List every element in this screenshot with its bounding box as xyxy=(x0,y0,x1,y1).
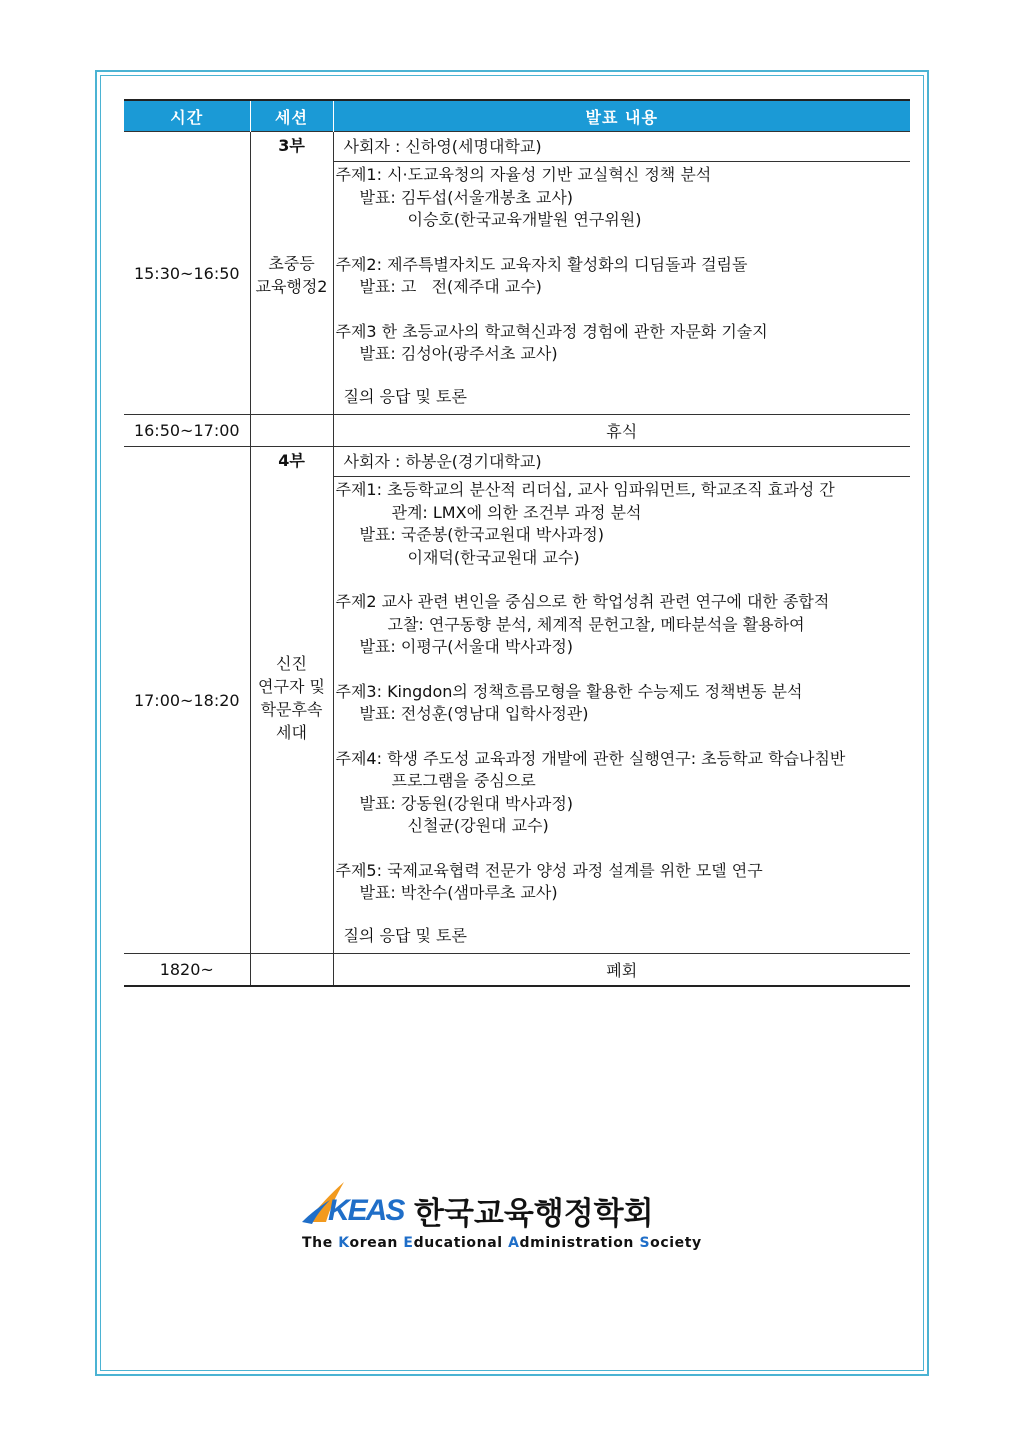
presenter: 발표: 국준봉(한국교원대 박사과정) xyxy=(359,525,604,544)
presenter: 발표: 전성훈(영남대 입학사정관) xyxy=(359,704,589,723)
topic-item xyxy=(336,681,911,726)
keas-logo xyxy=(300,1178,702,1258)
moderator-cell: 사회자 : 하봉운(경기대학교) xyxy=(333,447,910,477)
topic-item xyxy=(336,479,911,569)
presenter: 이승호(한국교육개발원 연구위원) xyxy=(407,210,642,229)
topic-item xyxy=(336,860,911,905)
topic-title-cont: 프로그램을 중심으로 xyxy=(391,771,536,790)
header-content: 발표 내용 xyxy=(333,100,910,132)
logo-en-initial: S xyxy=(639,1235,651,1251)
session-part: 4부 xyxy=(278,451,305,470)
content-cell xyxy=(333,477,910,954)
time-cell: 1820~ xyxy=(124,954,250,986)
topic-item xyxy=(336,591,911,659)
keas-logo-mark xyxy=(300,1178,412,1230)
logo-en-part: dministration xyxy=(519,1235,640,1251)
topic-title: 주제2: 제주특별자치도 교육자치 활성화의 디딤돌과 걸림돌 xyxy=(335,254,748,274)
logo-en-initial: E xyxy=(403,1235,414,1251)
topic-title: 주제1: 초등학교의 분산적 리더십, 교사 임파워먼트, 학교조직 효과성 간 xyxy=(335,480,835,499)
header-time: 시간 xyxy=(124,100,250,132)
session-name-line: 초중등 xyxy=(268,254,315,273)
logo-en-part: ociety xyxy=(650,1235,702,1251)
topic-title: 주제2 교사 관련 변인을 중심으로 한 학업성취 관련 연구에 대한 종합적 xyxy=(335,592,830,611)
logo-en-part: The xyxy=(302,1235,339,1251)
topic-item xyxy=(336,254,911,299)
time-cell: 17:00~18:20 xyxy=(124,447,250,954)
topic-item xyxy=(336,164,911,232)
table-row xyxy=(124,954,910,986)
session-name-line: 연구자 및 xyxy=(258,677,325,696)
table-row xyxy=(124,132,910,162)
content-cell xyxy=(333,162,910,415)
session-name-line: 세대 xyxy=(276,723,307,742)
logo-en-part: orean xyxy=(349,1235,404,1251)
logo-mark-text: KEAS xyxy=(328,1194,404,1227)
presenter: 발표: 강동원(강원대 박사과정) xyxy=(359,793,574,813)
presenter: 발표: 고 전(제주대 교수) xyxy=(359,277,542,296)
session-name-line: 교육행정2 xyxy=(255,277,328,296)
session-name-line: 학문후속 xyxy=(260,700,323,719)
closing-label: 폐회 xyxy=(333,954,910,986)
topic-title: 주제1: 시·도교육청의 자율성 기반 교실혁신 정책 분석 xyxy=(335,165,712,184)
presenter: 신철균(강원대 교수) xyxy=(407,816,549,835)
session-name xyxy=(251,652,333,744)
time-cell: 16:50~17:00 xyxy=(124,415,250,447)
table-row xyxy=(124,447,910,477)
logo-en-part: ducational xyxy=(413,1235,509,1251)
session-cell xyxy=(250,447,333,954)
logo-name-ko: 한국교육행정학회 xyxy=(414,1196,654,1232)
presenter: 발표: 김두섭(서울개봉초 교사) xyxy=(359,187,574,207)
session-cell-empty xyxy=(250,415,333,447)
topic-item xyxy=(336,321,911,366)
logo-name-en xyxy=(302,1235,702,1251)
logo-en-initial: K xyxy=(338,1235,350,1251)
logo-en-initial: A xyxy=(508,1235,520,1251)
presenter: 발표: 김성아(광주서초 교사) xyxy=(359,344,558,363)
qa-label: 질의 응답 및 토론 xyxy=(343,925,467,945)
session-name xyxy=(251,252,333,298)
topic-title: 주제3: Kingdon의 정책흐름모형을 활용한 수능제도 정책변동 분석 xyxy=(335,681,803,701)
table-row xyxy=(124,415,910,447)
moderator-cell: 사회자 : 신하영(세명대학교) xyxy=(333,132,910,162)
topic-title: 주제3 한 초등교사의 학교혁신과정 경험에 관한 자문화 기술지 xyxy=(335,321,768,341)
session-cell-empty xyxy=(250,954,333,986)
table-header-row xyxy=(124,100,910,132)
qa-label: 질의 응답 및 토론 xyxy=(343,386,467,406)
topic-title-cont: 관계: LMX에 의한 조건부 과정 분석 xyxy=(391,502,642,522)
presenter: 발표: 이평구(서울대 박사과정) xyxy=(359,637,574,656)
schedule-table xyxy=(124,99,910,987)
header-session: 세션 xyxy=(250,100,333,132)
topic-title-cont: 고찰: 연구동향 분석, 체계적 문헌고찰, 메타분석을 활용하여 xyxy=(387,614,805,634)
presenter: 발표: 박찬수(샘마루초 교사) xyxy=(359,883,558,902)
break-label: 휴식 xyxy=(333,415,910,447)
session-name-line: 신진 xyxy=(276,654,307,673)
session-part: 3부 xyxy=(278,136,305,155)
topic-title: 주제5: 국제교육협력 전문가 양성 과정 설계를 위한 모델 연구 xyxy=(335,860,763,880)
session-cell xyxy=(250,132,333,415)
presenter: 이재덕(한국교원대 교수) xyxy=(407,547,580,567)
topic-title: 주제4: 학생 주도성 교육과정 개발에 관한 실행연구: 초등학교 학습나침반 xyxy=(335,748,846,768)
topic-item xyxy=(336,748,911,838)
time-cell: 15:30~16:50 xyxy=(124,132,250,415)
